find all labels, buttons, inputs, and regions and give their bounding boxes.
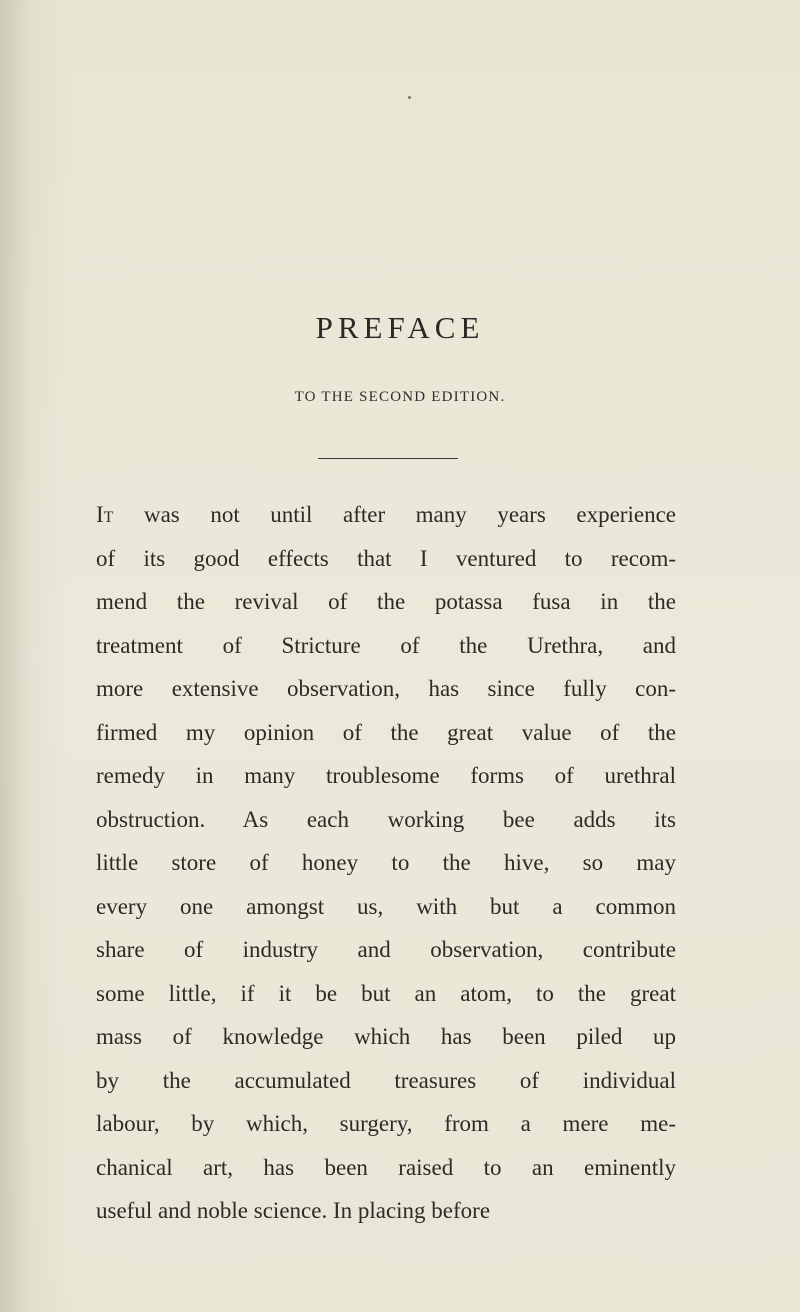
text-line: remedy in many troublesome forms of urethral	[96, 763, 676, 788]
text-line: mend the revival of the potassa fusa in the	[96, 589, 676, 614]
page-subheading: TO THE SECOND EDITION.	[294, 389, 506, 405]
divider-rule	[318, 458, 458, 459]
text-line: share of industry and observation, contribute	[96, 937, 676, 962]
body-paragraph	[96, 493, 676, 1233]
text-line: labour, by which, surgery, from a mere me-	[96, 1111, 676, 1136]
text-line: mass of knowledge which has been piled up	[96, 1024, 676, 1049]
print-speck	[408, 96, 411, 99]
text-line: of its good effects that I ventured to recom-	[96, 545, 676, 571]
text-line: little store of honey to the hive, so may	[96, 850, 676, 875]
text-line: every one amongst us, with but a common	[96, 893, 676, 919]
text-line: firmed my opinion of the great value of the	[96, 719, 676, 745]
text-line: by the accumulated treasures of individual	[96, 1067, 676, 1093]
text-line: some little, if it be but an atom, to the great	[96, 980, 676, 1006]
page-heading: PREFACE	[315, 310, 485, 345]
text-line: treatment of Stricture of the Urethra, and	[96, 632, 676, 658]
text-line: It was not until after many years experience	[96, 502, 676, 527]
text-line: useful and noble science. In placing before	[96, 1198, 491, 1223]
text-line: more extensive observation, has since fully con-	[96, 676, 676, 701]
text-line: obstruction. As each working bee adds its	[96, 806, 676, 832]
text-line: chanical art, has been raised to an eminently	[96, 1154, 676, 1180]
